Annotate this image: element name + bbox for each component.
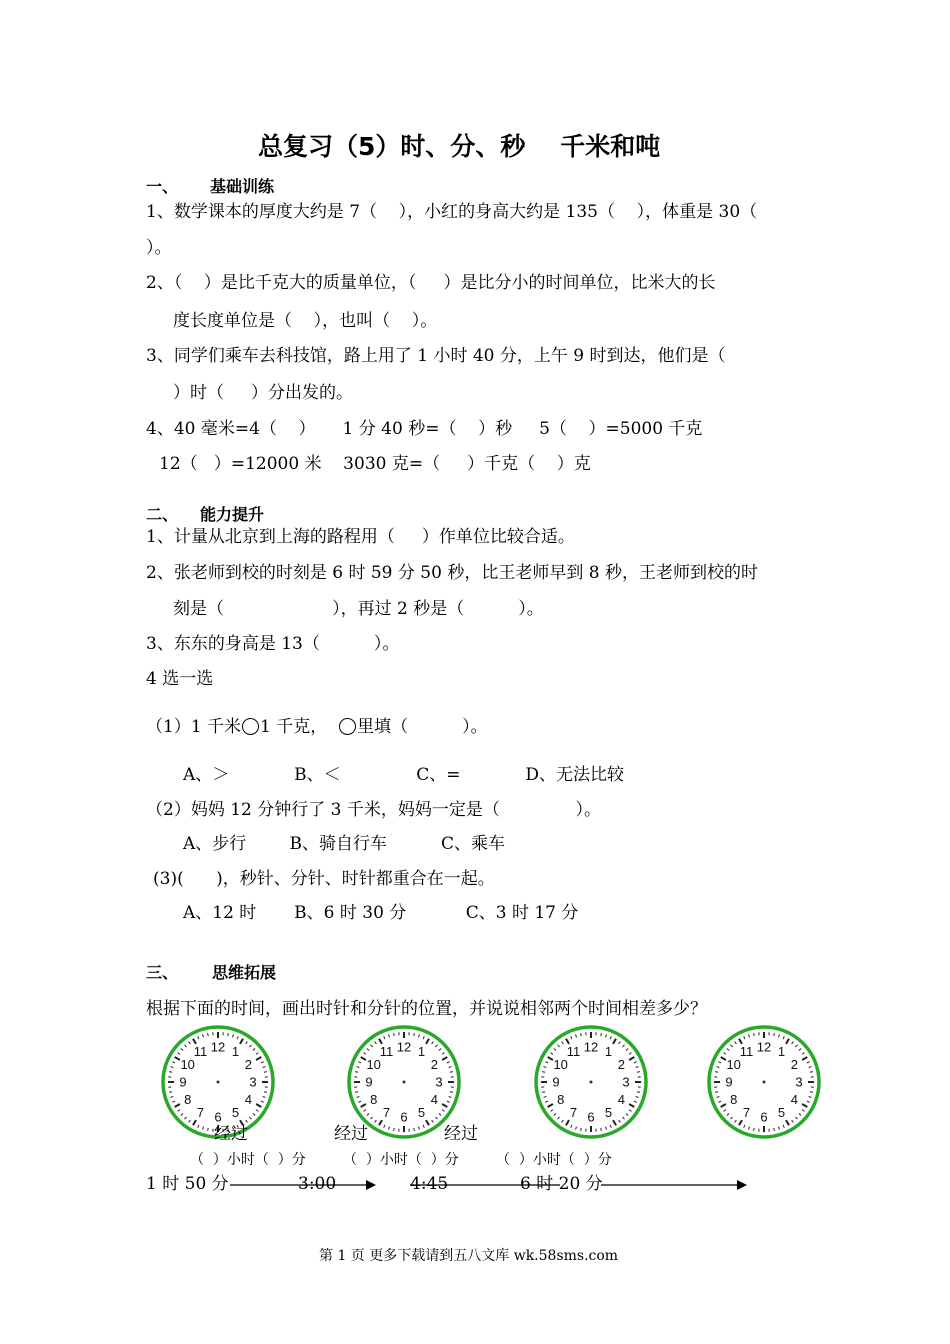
clock-tick (601, 1033, 602, 1036)
clock-tick (715, 1092, 718, 1093)
section3-heading: 思维拓展 (212, 963, 277, 982)
page-footer: 第 1 页 更多下载请到五八文库 wk.58sms.com (319, 1248, 619, 1264)
clock-center (217, 1081, 220, 1084)
clock-tick (637, 1092, 640, 1093)
choice-1-middle: 1 千克， (260, 717, 328, 737)
clock-number: 5 (604, 1104, 613, 1120)
section3-heading-number: 三、 (146, 963, 179, 982)
clock-number: 3 (249, 1074, 257, 1090)
pass-label-2: 经过 (334, 1124, 368, 1144)
choice-2-options: A、步行 B、骑自行车 C、乘车 (183, 834, 506, 854)
clock-tick (542, 1092, 545, 1093)
clock-face-4[interactable] (706, 1024, 822, 1140)
clock-tick (264, 1072, 267, 1073)
pass-label-1: 经过 (214, 1124, 248, 1144)
clock-tick (228, 1033, 229, 1036)
clock-number: 7 (382, 1104, 391, 1120)
clock-tick (754, 1033, 755, 1036)
ability-question-4: 4 选一选 (146, 669, 214, 689)
clock-tick (414, 1128, 415, 1131)
clock-number: 10 (553, 1057, 568, 1072)
clock-tick (169, 1072, 172, 1073)
clock-number: 9 (725, 1074, 733, 1090)
clock-number: 4 (790, 1092, 798, 1107)
choice-1-prefix: （1）1 千米 (146, 717, 242, 737)
clock-number: 12 (583, 1039, 599, 1055)
clock-number: 11 (566, 1044, 581, 1060)
clock-number: 8 (730, 1092, 738, 1107)
clock-tick (774, 1128, 775, 1131)
section1-heading-number: 一、 (146, 177, 179, 196)
section1-heading: 基础训练 (210, 177, 275, 196)
time-label-4: 6 时 20 分 (520, 1174, 603, 1194)
clock-number: 5 (231, 1104, 240, 1120)
clock-number: 11 (379, 1044, 394, 1060)
clock-tick (208, 1033, 209, 1036)
clock-number: 10 (180, 1057, 195, 1072)
choice-1 (146, 716, 488, 738)
clock-number: 6 (760, 1109, 768, 1125)
clock-tick (810, 1072, 813, 1073)
section2-heading: 能力提升 (200, 505, 265, 524)
question-2b: 度长度单位是（ ），也叫（ ）。 (173, 311, 438, 331)
clock-tick (414, 1033, 415, 1036)
ability-question-3: 3、东东的身高是 13（ ）。 (146, 634, 400, 654)
clock-tick (169, 1092, 172, 1093)
clock-number: 8 (184, 1092, 192, 1107)
choice-2: （2）妈妈 12 分钟行了 3 千米，妈妈一定是（ ）。 (146, 800, 602, 820)
clock-number: 5 (777, 1104, 786, 1120)
clock-number: 4 (244, 1092, 252, 1107)
section2-heading-number: 二、 (146, 505, 179, 524)
choice-3: (3)( )，秒针、分针、时针都重合在一起。 (153, 869, 495, 889)
clock-number: 9 (365, 1074, 373, 1090)
clock-tick (754, 1128, 755, 1131)
clock-tick (810, 1092, 813, 1093)
question-3a: 3、同学们乘车去科技馆，路上用了 1 小时 40 分，上午 9 时到达，他们是（ (146, 346, 726, 366)
choice-1-options: A、＞ B、＜ C、= D、无法比较 (183, 765, 624, 785)
clock-number: 4 (617, 1092, 625, 1107)
clock-number: 6 (587, 1109, 595, 1125)
clock-number: 3 (622, 1074, 630, 1090)
clock-number: 8 (370, 1092, 378, 1107)
clock-tick (355, 1092, 358, 1093)
clock-center (763, 1081, 766, 1084)
clock-number: 1 (604, 1044, 613, 1060)
circle-blank-icon (242, 718, 259, 735)
clock-tick (264, 1092, 267, 1093)
clock-number: 6 (400, 1109, 408, 1125)
clock-center (590, 1081, 593, 1084)
question-4a: 4、40 毫米=4（ ） 1 分 40 秒=（ ）秒 5（ ）=5000 千克 (146, 419, 703, 439)
clock-number: 8 (557, 1092, 565, 1107)
time-label-1: 1 时 50 分 (146, 1174, 229, 1194)
clock-number: 4 (430, 1092, 438, 1107)
clock-number: 3 (435, 1074, 443, 1090)
clock-center (403, 1081, 406, 1084)
time-label-3: 4:45 (410, 1174, 449, 1194)
gap-blank-2: （ ）小时（ ）分 (343, 1152, 459, 1168)
clock-tick (542, 1072, 545, 1073)
circle-blank-icon (339, 718, 356, 735)
clock-number: 1 (777, 1044, 786, 1060)
ability-question-2b: 刻是（ ），再过 2 秒是（ ）。 (173, 599, 544, 619)
clock-tick (581, 1033, 582, 1036)
gap-blank-1: （ ）小时（ ）分 (190, 1152, 306, 1168)
pass-label-3: 经过 (444, 1124, 478, 1144)
clock-number: 7 (742, 1104, 751, 1120)
clock-number: 2 (617, 1057, 625, 1072)
clock-number: 1 (417, 1044, 426, 1060)
clock-tick (208, 1128, 209, 1131)
clock-tick (355, 1072, 358, 1073)
question-2a: 2、（ ）是比千克大的质量单位，（ ）是比分小的时间单位，比米大的长 (146, 273, 716, 293)
ability-question-1: 1、计量从北京到上海的路程用（ ）作单位比较合适。 (146, 527, 575, 547)
page-title: 总复习（5）时、分、秒 千米和吨 (258, 132, 661, 161)
clock-number: 11 (193, 1044, 208, 1060)
clock-tick (581, 1128, 582, 1131)
clock-tick (637, 1072, 640, 1073)
clock-number: 2 (430, 1057, 438, 1072)
clock-number: 3 (795, 1074, 803, 1090)
clock-number: 11 (739, 1044, 754, 1060)
clock-number: 5 (417, 1104, 426, 1120)
clock-tick (394, 1128, 395, 1131)
clock-number: 7 (196, 1104, 205, 1120)
clock-number: 7 (569, 1104, 578, 1120)
choice-1-suffix: 里填（ ）。 (357, 717, 488, 737)
clock-tick (450, 1092, 453, 1093)
question-1a: 1、数学课本的厚度大约是 7（ ），小红的身高大约是 135（ ），体重是 30（ (146, 202, 758, 222)
clock-tick (601, 1128, 602, 1131)
clock-number: 12 (756, 1039, 772, 1055)
clock-tick (450, 1072, 453, 1073)
clock-number: 2 (244, 1057, 252, 1072)
clock-number: 1 (231, 1044, 240, 1060)
clock-number: 10 (726, 1057, 741, 1072)
clock-tick (774, 1033, 775, 1036)
clock-number: 9 (179, 1074, 187, 1090)
clock-tick (394, 1033, 395, 1036)
question-4b: 12（ ）=12000 米 3030 克=（ ）千克（ ）克 (159, 454, 591, 474)
clock-number: 2 (790, 1057, 798, 1072)
clock-number: 10 (366, 1057, 381, 1072)
gap-blank-3: （ ）小时（ ）分 (496, 1152, 612, 1168)
clock-number: 12 (210, 1039, 226, 1055)
arrow-right-icon (601, 1179, 747, 1191)
choice-3-options: A、12 时 B、6 时 30 分 C、3 时 17 分 (183, 903, 579, 923)
question-3b: ）时（ ）分出发的。 (173, 383, 354, 403)
time-label-2: 3:00 (298, 1174, 337, 1194)
clock-number: 12 (396, 1039, 412, 1055)
ability-question-2a: 2、张老师到校的时刻是 6 时 59 分 50 秒，比王老师早到 8 秒，王老师到校的时 (146, 563, 758, 583)
thinking-prompt: 根据下面的时间，画出时针和分针的位置，并说说相邻两个时间相差多少？ (146, 999, 707, 1019)
clock-tick (715, 1072, 718, 1073)
clock-number: 6 (214, 1109, 222, 1125)
question-1b: ）。 (146, 238, 172, 258)
clock-face-3[interactable] (533, 1024, 649, 1140)
clock-number: 9 (552, 1074, 560, 1090)
